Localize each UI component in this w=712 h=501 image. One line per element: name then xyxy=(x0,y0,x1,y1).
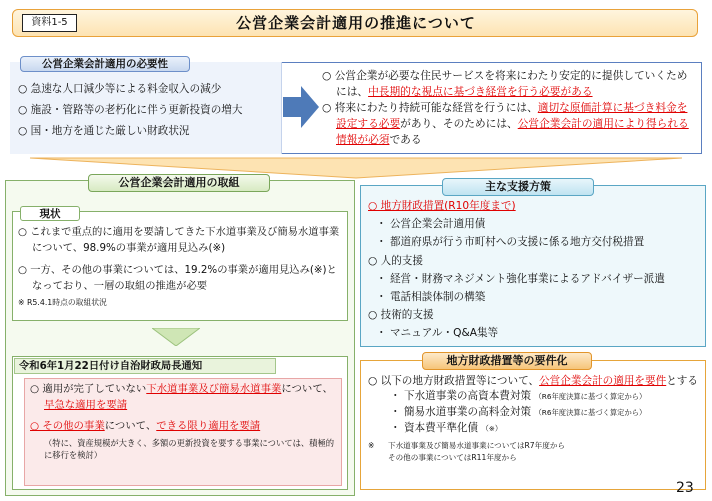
doc-label: 資料1-5 xyxy=(22,14,77,32)
requirements-text xyxy=(368,374,702,464)
efforts-heading: 公営企業会計適用の取組 xyxy=(88,174,270,192)
support-item: ・ 公営企業会計適用債 xyxy=(376,218,486,231)
necessity-item: ○ 施設・管路等の老朽化に伴う更新投資の増大 xyxy=(18,104,243,116)
requirement-item: ・ 下水道事業の高資本費対策 （R6年度決算に基づく算定から） xyxy=(390,390,647,403)
requirement-item: ・ 簡易水道事業の高料金対策 （R6年度決算に基づく算定から） xyxy=(390,406,647,419)
necessity-rationale xyxy=(322,68,694,148)
support-item: ○ 地方財政措置(R10年度まで) xyxy=(368,200,516,212)
support-list xyxy=(368,199,702,345)
page-title: 公営企業会計適用の推進について xyxy=(236,14,476,32)
requirements-heading: 地方財政措置等の要件化 xyxy=(422,352,592,370)
rationale-paragraph-2: ○ 将来にわたり持続可能な経営を行うには、適切な原価計算に基づき料金を設定する必要があり、そのためには、公営企業会計の適用により得られる情報が必須である xyxy=(322,101,689,147)
support-item: ・ 経営・財務マネジメント強化事業によるアドバイザー派遣 xyxy=(376,272,665,285)
support-item: ・ 都道府県が行う市町村への支援に係る地方交付税措置 xyxy=(376,236,645,249)
current-status-heading: 現状 xyxy=(20,206,80,221)
support-item: ○ 人的支援 xyxy=(368,254,423,267)
rationale-paragraph-1: ○ 公営企業が必要な住民サービスを将来にわたり安定的に提供していくためには、中長期的な視点に基づき経営を行う必要がある xyxy=(322,69,688,99)
support-item: ○ 技術的支援 xyxy=(368,309,434,322)
support-heading: 主な支援方策 xyxy=(442,178,594,196)
support-item: ・ 電話相談体制の構築 xyxy=(376,290,486,303)
requirements-note: ※ 下水道事業及び簡易水道事業についてはR7年度から その他の事業についてはR11年度から xyxy=(368,441,566,463)
support-item: ・ マニュアル・Q&A集等 xyxy=(376,327,499,340)
page-number: 23 xyxy=(676,480,694,496)
requirement-item: ・ 資本費平準化債 （※） xyxy=(390,422,503,435)
status-note: ※ R5.4.1時点の取組状況 xyxy=(18,297,107,307)
notice-paragraph-2: ○ その他の事業について、できる限り適用を要請 xyxy=(30,420,261,433)
necessity-list xyxy=(18,82,280,145)
notice-text xyxy=(30,382,340,468)
notice-paragraph-1: ○ 適用が完了していない下水道事業及び簡易水道事業について、早急な適用を要請 xyxy=(30,383,333,411)
necessity-item: ○ 国・地方を通じた厳しい財政状況 xyxy=(18,125,190,137)
necessity-item: ○ 急速な人口減少等による料金収入の減少 xyxy=(18,83,222,95)
current-status-text xyxy=(18,225,344,315)
right-arrow-icon xyxy=(283,86,319,128)
status-paragraph: ○ 一方、その他の事業については、19.2%の事業が適用見込み(※)となっており、一層の取組の推進が必要 xyxy=(18,263,337,292)
status-paragraph: ○ これまで重点的に適用を要請してきた下水道事業及び簡易水道事業について、98.9%の事業が適用見込み(※) xyxy=(18,226,340,254)
notice-note: （特に、資産規模が大きく、多額の更新投資を要する事業については、積極的に移行を検討） xyxy=(44,437,335,461)
notice-heading: 令和6年1月22日付け自治財政局長通知 xyxy=(14,358,276,374)
requirements-intro: ○ 以下の地方財政措置等について、公営企業会計の適用を要件とする xyxy=(368,375,698,387)
down-triangle-icon xyxy=(152,328,200,346)
necessity-heading: 公営企業会計適用の必要性 xyxy=(20,56,190,72)
